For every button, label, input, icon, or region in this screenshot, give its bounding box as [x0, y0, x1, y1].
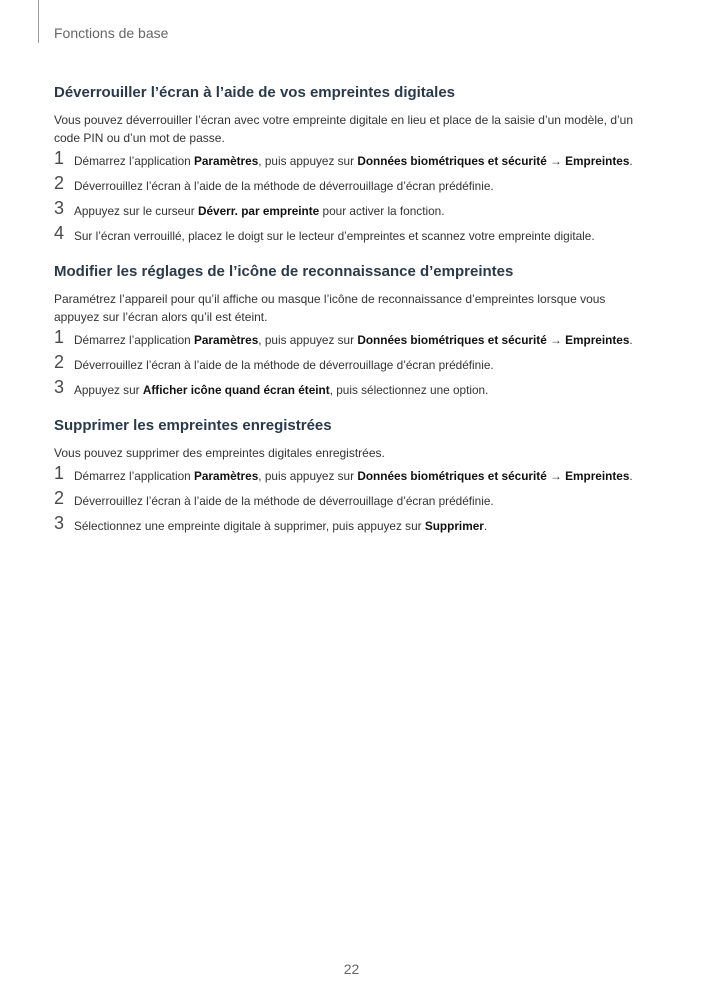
step-item: [54, 223, 654, 245]
step-text-run: pour activer la fonction.: [319, 204, 445, 218]
ui-term: Empreintes: [565, 333, 630, 347]
step-number: 4: [54, 223, 65, 243]
ui-term: Paramètres: [194, 154, 259, 168]
step-text-run: .: [629, 333, 633, 347]
step-number: 1: [54, 463, 65, 483]
step-text: [74, 383, 488, 397]
page-number: 22: [343, 961, 360, 977]
ui-term: Paramètres: [194, 469, 259, 483]
step-number: 3: [54, 377, 65, 397]
ui-term: Données biométriques et sécurité: [357, 333, 547, 347]
step-text: [74, 519, 487, 533]
step-item: [54, 173, 654, 195]
step-text-run: →: [546, 333, 566, 347]
step-number: 2: [54, 488, 65, 508]
step-text-run: Déverrouillez l’écran à l’aide de la méthode de déverrouillage d’écran prédéfinie.: [74, 358, 494, 372]
step-text-run: Démarrez l’application: [74, 469, 194, 483]
section-intro: Paramétrez l’appareil pour qu’il affiche ou masque l’icône de reconnaissance d’empreintes lorsque vous appuyez sur l’écran alors qu’il est éteint.: [54, 292, 606, 324]
step-text: [74, 154, 633, 168]
document-content: [54, 84, 654, 542]
step-number: 1: [54, 148, 65, 168]
step-item: [54, 352, 654, 374]
step-item: [54, 148, 654, 170]
step-text-run: Appuyez sur le curseur: [74, 204, 198, 218]
step-list: [54, 327, 654, 399]
step-item: [54, 488, 654, 510]
section-heading: Supprimer les empreintes enregistrées: [54, 417, 332, 434]
step-text-run: Démarrez l’application: [74, 333, 194, 347]
step-text: [74, 494, 494, 508]
step-number: 2: [54, 352, 65, 372]
ui-term: Paramètres: [194, 333, 259, 347]
step-text-run: .: [483, 519, 488, 533]
step-item: [54, 463, 654, 485]
section-intro: Vous pouvez supprimer des empreintes digitales enregistrées.: [54, 446, 385, 460]
step-text: [74, 179, 494, 193]
ui-term: Empreintes: [565, 469, 630, 483]
ui-term: Déverr. par empreinte: [197, 204, 320, 218]
ui-term: Empreintes: [565, 154, 630, 168]
step-item: [54, 198, 654, 220]
step-number: 3: [54, 198, 65, 218]
section-2: [54, 263, 654, 399]
section-heading: Déverrouiller l’écran à l’aide de vos empreintes digitales: [54, 84, 456, 101]
step-text: [74, 358, 494, 372]
section-3: [54, 417, 654, 535]
step-number: 2: [54, 173, 65, 193]
step-text-run: Déverrouillez l’écran à l’aide de la méthode de déverrouillage d’écran prédéfinie.: [74, 494, 494, 508]
step-text-run: Déverrouillez l’écran à l’aide de la méthode de déverrouillage d’écran prédéfinie.: [74, 179, 494, 193]
step-text-run: Démarrez l’application: [74, 154, 194, 168]
step-text: [74, 229, 595, 243]
step-number: 3: [54, 513, 65, 533]
step-list: [54, 463, 654, 535]
step-number: 1: [54, 327, 65, 347]
section-intro: Vous pouvez déverrouiller l’écran avec votre empreinte digitale en lieu et place de la saisie d’un modèle, d’un code PIN ou d’un mot de passe.: [54, 113, 634, 145]
section-heading: Modifier les réglages de l’icône de reconnaissance d’empreintes: [54, 263, 514, 280]
step-item: [54, 377, 654, 399]
step-text: [74, 469, 633, 483]
step-text-run: Sur l’écran verrouillé, placez le doigt sur le lecteur d’empreintes et scannez votre empreinte digitale.: [74, 229, 595, 243]
step-text: [74, 333, 633, 347]
step-item: [54, 327, 654, 349]
step-text-run: , puis sélectionnez une option.: [329, 383, 489, 397]
step-text-run: , puis appuyez sur: [258, 333, 358, 347]
step-list: [54, 148, 654, 245]
step-text-run: .: [629, 154, 633, 168]
step-text-run: Appuyez sur: [74, 383, 143, 397]
step-text-run: Sélectionnez une empreinte digitale à supprimer, puis appuyez sur: [74, 519, 425, 533]
ui-term: Données biométriques et sécurité: [357, 154, 547, 168]
header-title: Fonctions de base: [54, 25, 169, 41]
step-text-run: , puis appuyez sur: [258, 154, 358, 168]
ui-term: Données biométriques et sécurité: [357, 469, 547, 483]
step-text-run: .: [629, 469, 633, 483]
step-text-run: →: [546, 154, 566, 168]
section-1: [54, 84, 654, 245]
step-item: [54, 513, 654, 535]
step-text-run: , puis appuyez sur: [258, 469, 358, 483]
step-text: [74, 204, 445, 218]
header-divider: [38, 0, 39, 43]
ui-term: Supprimer: [424, 519, 484, 533]
ui-term: Afficher icône quand écran éteint: [142, 383, 330, 397]
step-text-run: →: [546, 469, 566, 483]
